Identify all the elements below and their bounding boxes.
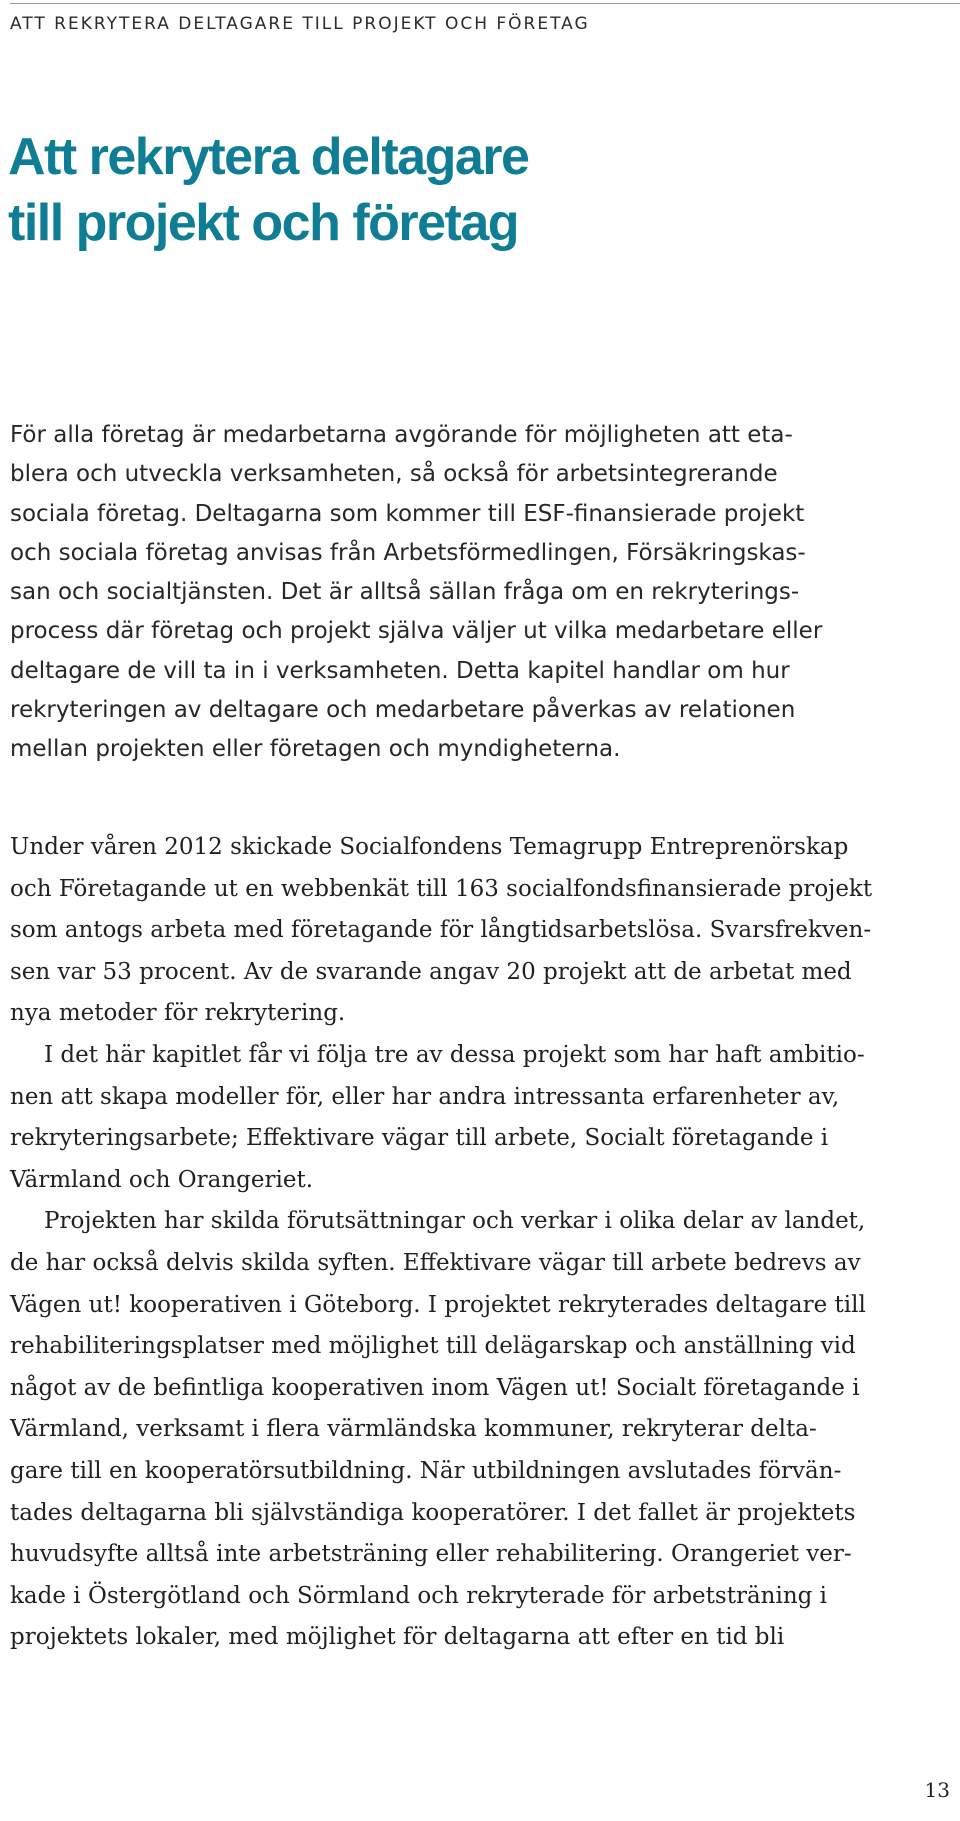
body-line: Projekten har skilda förutsättningar och verkar i olika delar av landet, [44, 1208, 866, 1235]
body-line: Under våren 2012 skickade Socialfondens Temagrupp Entreprenörskap [10, 834, 849, 860]
body-line: huvudsyfte alltså inte arbetsträning eller rehabilitering. Orangeriet ver- [10, 1541, 852, 1568]
body-text [10, 827, 872, 1659]
page-number: 13 [924, 1778, 950, 1802]
intro-line: och sociala företag anvisas från Arbetsförmedlingen, Försäkringskas- [10, 539, 806, 566]
intro-line: sociala företag. Deltagarna som kommer till ESF-finansierade projekt [10, 500, 805, 527]
body-line: kade i Östergötland och Sörmland och rekryterade för arbetsträning i [10, 1582, 828, 1609]
intro-line: san och socialtjänsten. Det är alltså sällan fråga om en rekryterings- [10, 579, 800, 606]
body-line: Värmland och Orangeriet. [10, 1166, 314, 1193]
body-line: något av de befintliga kooperativen inom Vägen ut! Socialt företagande i [10, 1374, 860, 1401]
intro-line: mellan projekten eller företagen och myndigheterna. [10, 736, 621, 763]
body-line: nya metoder för rekrytering. [10, 1000, 346, 1027]
body-line: tades deltagarna bli självständiga kooperatörer. I det fallet är projektets [10, 1499, 856, 1526]
running-head: ATT REKRYTERA DELTAGARE TILL PROJEKT OCH FÖRETAG [10, 14, 590, 34]
body-line: I det här kapitlet får vi följa tre av dessa projekt som har haft ambitio- [44, 1041, 865, 1068]
intro-line: process där företag och projekt själva väljer ut vilka medarbetare eller [10, 618, 823, 645]
body-paragraph-2 [10, 1035, 872, 1201]
body-line: som antogs arbeta med företagande för långtidsarbetslösa. Svarsfrekven- [10, 917, 872, 944]
intro-line: deltagare de vill ta in i verksamheten. Detta kapitel handlar om hur [10, 657, 790, 684]
body-line: de har också delvis skilda syften. Effektivare vägar till arbete bedrevs av [10, 1249, 861, 1276]
body-line: nen att skapa modeller för, eller har andra intressanta erfarenheter av, [10, 1083, 840, 1110]
body-line: sen var 53 procent. Av de svarande angav 20 projekt att de arbetat med [10, 958, 852, 985]
intro-line: rekryteringen av deltagare och medarbetare påverkas av relationen [10, 697, 796, 724]
body-line: rekryteringsarbete; Effektivare vägar till arbete, Socialt företagande i [10, 1125, 829, 1152]
intro-line: blera och utveckla verksamheten, så också för arbetsintegrerande [10, 461, 778, 488]
body-line: och Företagande ut en webbenkät till 163 socialfondsfinansierade projekt [10, 875, 873, 902]
body-paragraph-3 [10, 1201, 872, 1659]
body-line: Värmland, verksamt i flera värmländska kommuner, rekryterar delta- [10, 1416, 817, 1443]
body-paragraph-1 [10, 827, 872, 1035]
chapter-title [8, 124, 528, 256]
chapter-title-line: Att rekrytera deltagare [8, 128, 529, 186]
intro-paragraph [10, 416, 822, 770]
header-rule [10, 3, 960, 4]
body-line: projektets lokaler, med möjlighet för deltagarna att efter en tid bli [10, 1624, 785, 1651]
body-line: Vägen ut! kooperativen i Göteborg. I projektet rekryterades deltagare till [10, 1291, 866, 1318]
body-line: gare till en kooperatörsutbildning. När utbildningen avslutades förvän- [10, 1457, 842, 1484]
body-line: rehabiliteringsplatser med möjlighet till delägarskap och anställning vid [10, 1333, 856, 1360]
intro-line: För alla företag är medarbetarna avgörande för möjligheten att eta- [10, 422, 793, 448]
chapter-title-line: till projekt och företag [8, 194, 519, 252]
